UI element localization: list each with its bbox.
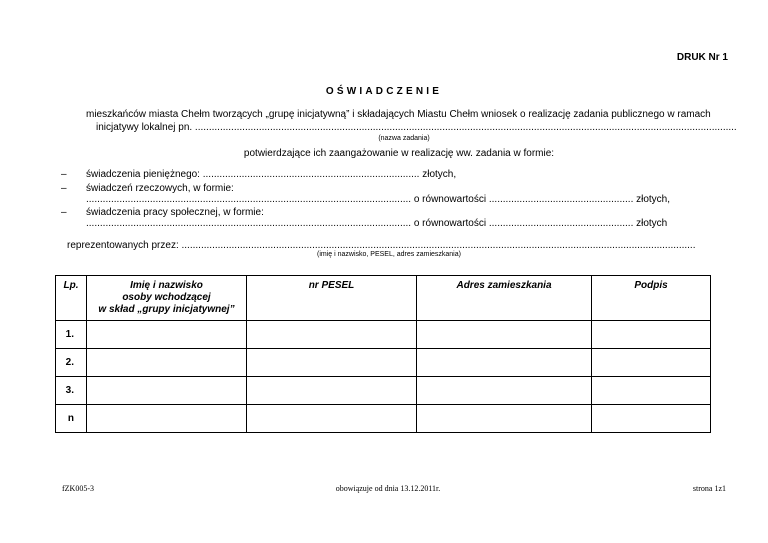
header-signature: Podpis (592, 276, 711, 321)
table-row (56, 349, 711, 377)
table-row (56, 377, 711, 405)
header-pesel: nr PESEL (247, 276, 417, 321)
form-monetary: świadczenia pieniężnego: .............................................................................. złotych, (86, 169, 457, 180)
pesel-cell[interactable] (247, 405, 417, 433)
table-header-row (56, 276, 711, 321)
document-title: OŚWIADCZENIE (325, 86, 443, 97)
signature-cell[interactable] (592, 377, 711, 405)
header-lp: Lp. (56, 276, 87, 321)
address-cell[interactable] (417, 321, 592, 349)
row-number: 3. (56, 377, 87, 405)
form-material-value: ..................................................................................................................... o równowartości .................................................... złotych, (86, 194, 671, 205)
header-name-line: w skład „grupy inicjatywnej” (98, 304, 235, 315)
task-name-note: (nazwa zadania) (378, 135, 430, 142)
footer-code: fZK005-3 (62, 484, 94, 493)
signature-cell[interactable] (592, 321, 711, 349)
form-material: świadczeń rzeczowych, w formie: (86, 183, 234, 194)
represented-by: reprezentowanych przez: ......................................................................................................................................................................................... (67, 240, 696, 251)
footer-page: strona 1z1 (692, 484, 726, 493)
address-cell[interactable] (417, 405, 592, 433)
signature-cell[interactable] (592, 349, 711, 377)
signatures-table (55, 275, 711, 433)
table-row (56, 405, 711, 433)
pesel-cell[interactable] (247, 377, 417, 405)
name-cell[interactable] (87, 405, 247, 433)
name-cell[interactable] (87, 377, 247, 405)
header-name-line: Imię i nazwisko (130, 280, 203, 291)
signature-cell[interactable] (592, 405, 711, 433)
intro-line-1: mieszkańców miasta Chełm tworzących „grupę inicjatywną” i składających Miastu Chełm wniosek o realizację zadania publicznego w ramach (86, 109, 711, 120)
pesel-cell[interactable] (247, 321, 417, 349)
bullet-dash: – (61, 183, 67, 194)
footer-validity: obowiązuje od dnia 13.12.2011r. (335, 484, 441, 493)
row-number: 1. (56, 321, 87, 349)
bullet-dash: – (61, 207, 67, 218)
confirm-line: potwierdzające ich zaangażowanie w realizację ww. zadania w formie: (243, 148, 555, 159)
form-number: DRUK Nr 1 (676, 52, 728, 63)
table-row (56, 321, 711, 349)
address-cell[interactable] (417, 377, 592, 405)
name-cell[interactable] (87, 349, 247, 377)
row-number: 2. (56, 349, 87, 377)
header-name-line: osoby wchodzącej (122, 292, 211, 303)
form-work: świadczenia pracy społecznej, w formie: (86, 207, 264, 218)
represented-note: (imię i nazwisko, PESEL, adres zamieszkania) (317, 251, 461, 258)
name-cell[interactable] (87, 321, 247, 349)
address-cell[interactable] (417, 349, 592, 377)
bullet-dash: – (61, 169, 67, 180)
pesel-cell[interactable] (247, 349, 417, 377)
form-work-value: ..................................................................................................................... o równowartości .................................................... złotych (86, 218, 668, 229)
header-name (87, 276, 247, 321)
row-number: n (56, 405, 87, 433)
header-address: Adres zamieszkania (417, 276, 592, 321)
intro-line-2: inicjatywy lokalnej pn. ................................................................................................................................................................................................... (96, 122, 737, 133)
